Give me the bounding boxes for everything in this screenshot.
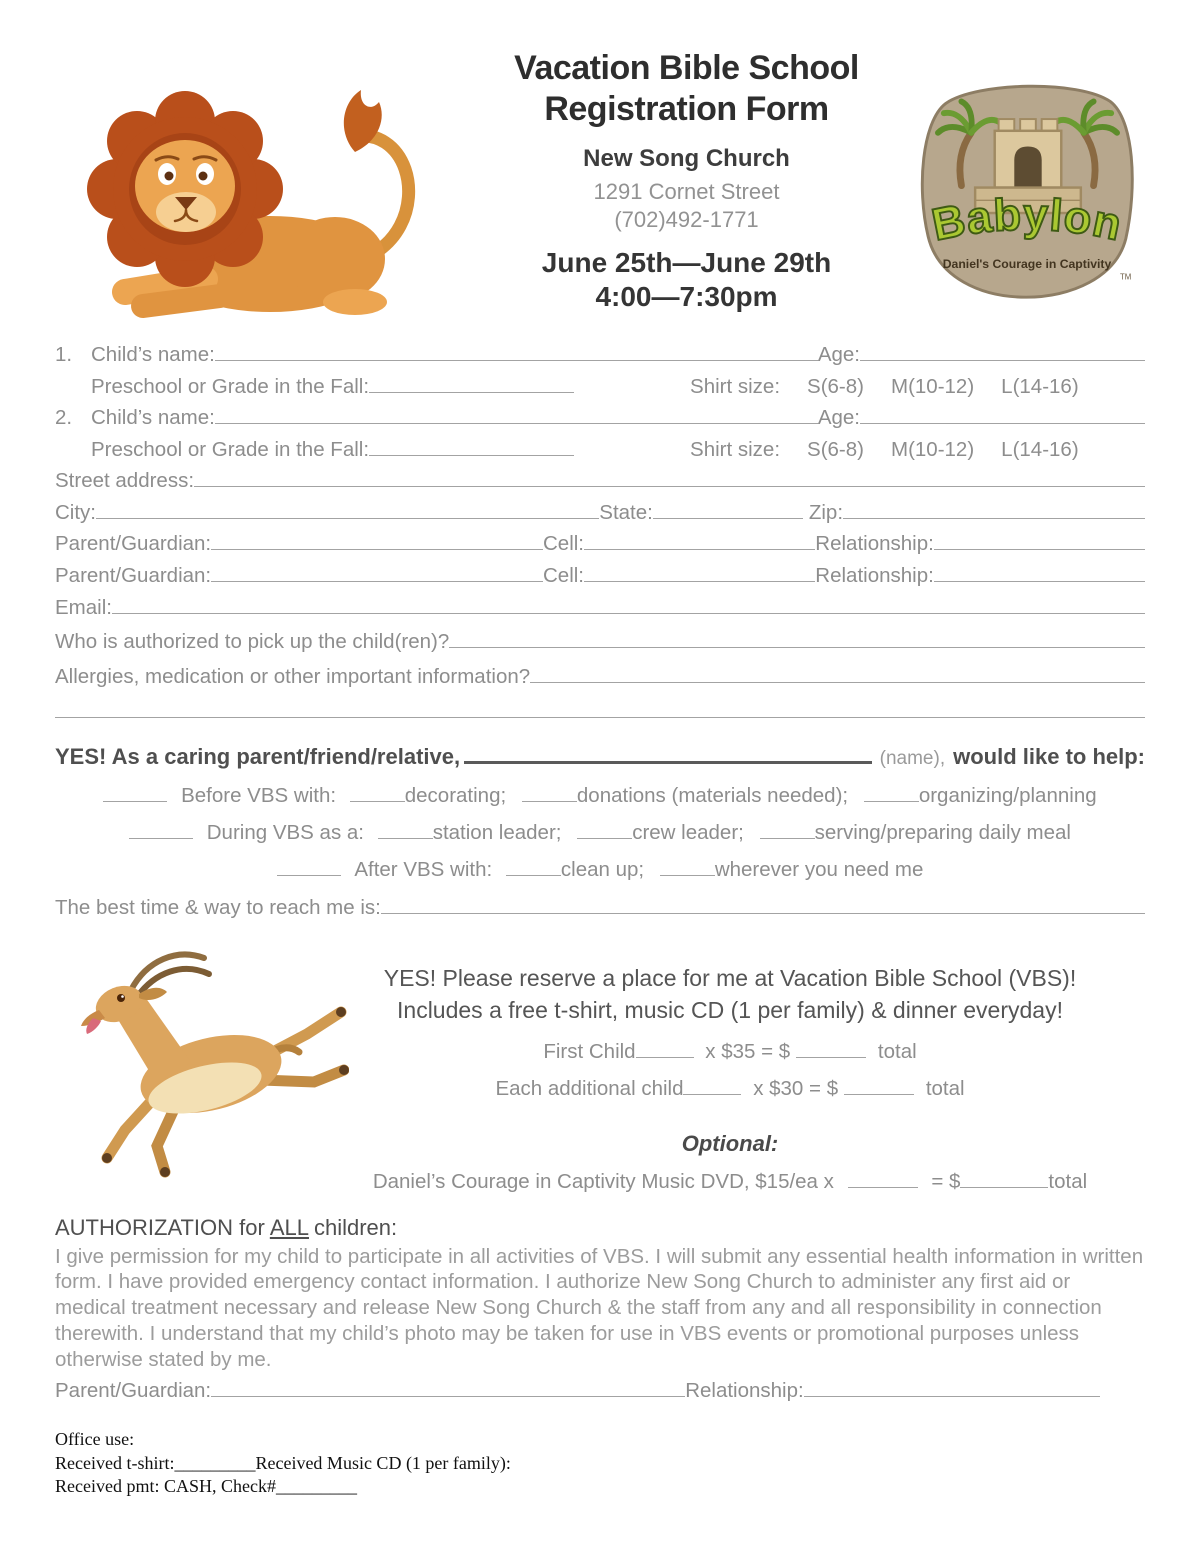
volunteer-before-row: [55, 784, 1145, 808]
city-label: City:: [55, 500, 96, 524]
child2-grade-blank[interactable]: [369, 454, 574, 456]
received-tshirt-label: Received t-shirt:: [55, 1452, 175, 1473]
option-blank[interactable]: [506, 863, 561, 876]
church-name: New Song Church: [583, 144, 790, 172]
allergies-overflow-blank[interactable]: [55, 702, 1145, 718]
shirt-size-s[interactable]: S(6-8): [807, 437, 864, 461]
option-donations-label: donations (materials needed);: [576, 783, 849, 807]
office-use-heading: Office use:: [55, 1429, 135, 1450]
church-street: 1291 Cornet Street: [593, 178, 780, 204]
shirt-size-s[interactable]: S(6-8): [807, 374, 864, 398]
guardian2-label: Parent/Guardian:: [55, 563, 212, 587]
child1-grade-label: Preschool or Grade in the Fall:: [91, 374, 370, 398]
child1-grade-row: [55, 375, 1145, 399]
office-use-tshirt-row: [55, 1452, 1145, 1475]
state-label: State:: [599, 500, 653, 524]
reach-me-label: The best time & way to reach me is:: [55, 895, 381, 919]
gazelle-illustration-svg: [59, 942, 349, 1192]
volunteer-intro-end-label: would like to help:: [953, 744, 1145, 770]
guardian1-label: Parent/Guardian:: [55, 532, 212, 556]
first-child-qty-blank[interactable]: [636, 1045, 694, 1058]
child1-age-label: Age:: [817, 343, 860, 366]
additional-child-price-label: x $30 = $: [753, 1076, 839, 1100]
authorization-relationship-label: Relationship:: [685, 1378, 804, 1402]
guardian2-relationship-label: Relationship:: [815, 563, 934, 587]
zip-label: Zip:: [808, 500, 844, 524]
shirt-size-m[interactable]: M(10-12): [891, 437, 975, 461]
child2-age-label: Age:: [817, 406, 860, 430]
email-row: [55, 596, 1145, 620]
option-crew-leader-label: crew leader;: [632, 820, 744, 844]
volunteer-section: [55, 744, 1145, 919]
additional-child-label: Each additional child: [495, 1076, 684, 1100]
city-blank[interactable]: [96, 517, 599, 519]
volunteer-before-checkbox-blank[interactable]: [103, 789, 167, 802]
shirt-size-l[interactable]: L(14-16): [1001, 437, 1079, 461]
received-tshirt-blank[interactable]: _________: [174, 1452, 256, 1473]
child1-name-label: Child’s name:: [91, 343, 215, 366]
volunteer-after-label: After VBS with:: [354, 857, 493, 881]
dvd-total-label: total: [1048, 1169, 1088, 1193]
reservation-section: [55, 942, 1145, 1197]
volunteer-during-label: During VBS as a:: [206, 820, 364, 844]
gazelle-illustration: [55, 942, 365, 1197]
optional-heading: Optional:: [681, 1130, 779, 1156]
authorization-body-text: I give permission for my child to participate in all activities of VBS. I will submit any essential health information in written form. I have provided emergency contact information. I authorize New Song Church to administer any first aid or medical treatment necessary and release New Song Church & the staff from any and all responsibility in connection therewith. I understand that my child’s photo may be taken for use in VBS events or promotional purposes unless otherwise stated by me.: [55, 1244, 1144, 1371]
babylon-logo-svg: [910, 76, 1145, 306]
first-child-price-label: x $35 = $: [705, 1039, 791, 1063]
babylon-logo-trademark: TM: [1119, 272, 1132, 282]
child1-shirt-label: Shirt size:: [690, 374, 781, 398]
option-blank[interactable]: [350, 789, 405, 802]
state-blank[interactable]: [653, 517, 803, 519]
babylon-logo: [910, 76, 1145, 329]
child2-name-label: Child’s name:: [91, 406, 215, 430]
pickup-label: Who is authorized to pick up the child(ren)?: [55, 630, 450, 654]
title-block: [463, 30, 910, 329]
guardian2-relationship-blank[interactable]: [934, 580, 1145, 582]
reach-me-row: [55, 896, 1145, 920]
additional-child-amount-blank[interactable]: [844, 1082, 914, 1095]
registration-fields: [55, 343, 1145, 718]
volunteer-during-checkbox-blank[interactable]: [129, 826, 193, 839]
reservation-headline2: Includes a free t-shirt, music CD (1 per family) & dinner everyday!: [397, 997, 1063, 1024]
child1-grade-blank[interactable]: [369, 391, 574, 393]
first-child-total-label: total: [877, 1039, 917, 1063]
form-title-line1: Vacation Bible School: [514, 49, 859, 87]
allergies-overflow-row: [55, 702, 1145, 718]
zip-blank[interactable]: [843, 517, 1145, 519]
guardian2-cell-blank[interactable]: [584, 580, 815, 582]
additional-child-cost-row: [365, 1077, 1095, 1101]
first-child-label: First Child: [543, 1039, 636, 1063]
church-phone: (702)492-1771: [614, 206, 759, 232]
authorization-heading-pre: AUTHORIZATION for: [55, 1214, 265, 1240]
received-payment-blank[interactable]: _________: [275, 1476, 357, 1497]
babylon-logo-tagline: Daniel's Courage in Captivity: [942, 256, 1112, 271]
authorization-signature-row: [55, 1379, 1145, 1403]
child1-name-blank[interactable]: [215, 359, 818, 361]
volunteer-intro-row: [55, 744, 1145, 771]
allergies-blank[interactable]: [530, 681, 1145, 683]
authorization-section: [55, 1215, 1145, 1403]
shirt-size-l[interactable]: L(14-16): [1001, 374, 1079, 398]
option-decorating-label: decorating;: [404, 783, 507, 807]
option-blank[interactable]: [760, 826, 815, 839]
guardian1-cell-label: Cell:: [542, 532, 584, 556]
lion-illustration: [55, 74, 463, 329]
volunteer-name-hint: (name),: [879, 748, 946, 770]
volunteer-before-label: Before VBS with:: [181, 783, 337, 807]
option-blank[interactable]: [378, 826, 433, 839]
allergies-label: Allergies, medication or other important information?: [55, 664, 531, 688]
first-child-cost-row: [365, 1040, 1095, 1064]
authorization-heading-post: children:: [313, 1214, 398, 1240]
child2-grade-label: Preschool or Grade in the Fall:: [91, 437, 370, 461]
guardian1-name-blank[interactable]: [211, 548, 543, 550]
authorization-heading: [55, 1215, 1145, 1241]
pickup-blank[interactable]: [449, 646, 1145, 648]
option-station-leader-label: station leader;: [432, 820, 562, 844]
reach-me-blank[interactable]: [381, 912, 1145, 914]
volunteer-during-row: [55, 821, 1145, 845]
received-payment-label: Received pmt: CASH, Check#: [55, 1476, 276, 1497]
reservation-headline1: YES! Please reserve a place for me at Vacation Bible School (VBS)!: [383, 964, 1077, 991]
lion-illustration-svg: [55, 74, 455, 324]
guardian1-row: [55, 532, 1145, 556]
babylon-logo-title: Babylon: [927, 188, 1127, 251]
additional-child-qty-blank[interactable]: [683, 1082, 741, 1095]
street-address-label: Street address:: [55, 469, 195, 493]
option-organizing-label: organizing/planning: [918, 783, 1097, 807]
dvd-amount-blank[interactable]: [960, 1175, 1048, 1188]
guardian2-name-blank[interactable]: [211, 580, 543, 582]
office-use-payment-row: [55, 1475, 1145, 1498]
shirt-size-m[interactable]: M(10-12): [891, 374, 975, 398]
authorization-guardian-label: Parent/Guardian:: [55, 1378, 212, 1402]
guardian1-relationship-blank[interactable]: [934, 548, 1145, 550]
street-address-blank[interactable]: [194, 485, 1145, 487]
first-child-amount-blank[interactable]: [796, 1045, 866, 1058]
child2-number: 2.: [55, 406, 73, 430]
guardian1-relationship-label: Relationship:: [815, 532, 934, 556]
received-cd-label: Received Music CD (1 per family):: [255, 1452, 511, 1473]
child1-age-blank[interactable]: [860, 359, 1145, 361]
option-blank[interactable]: [660, 863, 715, 876]
option-serving-label: serving/preparing daily meal: [814, 820, 1071, 844]
guardian2-row: [55, 564, 1145, 588]
pickup-row: [55, 630, 1145, 654]
child2-grade-row: [55, 438, 1145, 462]
authorization-relationship-blank[interactable]: [804, 1395, 1100, 1397]
header: [55, 30, 1145, 329]
city-state-zip-row: [55, 501, 1145, 525]
email-blank[interactable]: [112, 612, 1145, 614]
child1-name-row: [55, 343, 1145, 367]
dvd-equals-label: = $: [931, 1169, 961, 1193]
option-clean-up-label: clean up;: [560, 857, 645, 881]
volunteer-name-blank[interactable]: [464, 761, 872, 764]
guardian1-cell-blank[interactable]: [584, 548, 815, 550]
street-address-row: [55, 469, 1145, 493]
guardian2-cell-label: Cell:: [542, 563, 584, 587]
office-use-section: [55, 1428, 1145, 1498]
dvd-label: Daniel’s Courage in Captivity Music DVD, $15/ea x: [372, 1169, 834, 1193]
dvd-qty-blank[interactable]: [848, 1175, 918, 1188]
authorization-guardian-blank[interactable]: [211, 1395, 685, 1397]
child1-number: 1.: [55, 343, 73, 366]
form-title-line2: Registration Form: [544, 89, 829, 128]
email-label: Email:: [55, 595, 112, 619]
option-blank[interactable]: [522, 789, 577, 802]
option-blank[interactable]: [864, 789, 919, 802]
authorization-heading-all: ALL: [269, 1214, 309, 1240]
allergies-row: [55, 665, 1145, 689]
additional-child-total-label: total: [925, 1076, 965, 1100]
volunteer-after-row: [55, 858, 1145, 882]
child2-name-blank[interactable]: [215, 422, 818, 424]
event-times: 4:00—7:30pm: [595, 280, 778, 312]
option-blank[interactable]: [577, 826, 632, 839]
volunteer-intro-label: YES! As a caring parent/friend/relative,: [55, 744, 461, 770]
reservation-block: [365, 942, 1145, 1197]
dvd-cost-row: [365, 1170, 1095, 1194]
option-wherever-label: wherever you need me: [714, 857, 924, 881]
child2-shirt-label: Shirt size:: [690, 437, 781, 461]
volunteer-after-checkbox-blank[interactable]: [277, 863, 341, 876]
child2-name-row: [55, 406, 1145, 430]
child2-age-blank[interactable]: [860, 422, 1145, 424]
event-dates: June 25th—June 29th: [541, 246, 832, 278]
